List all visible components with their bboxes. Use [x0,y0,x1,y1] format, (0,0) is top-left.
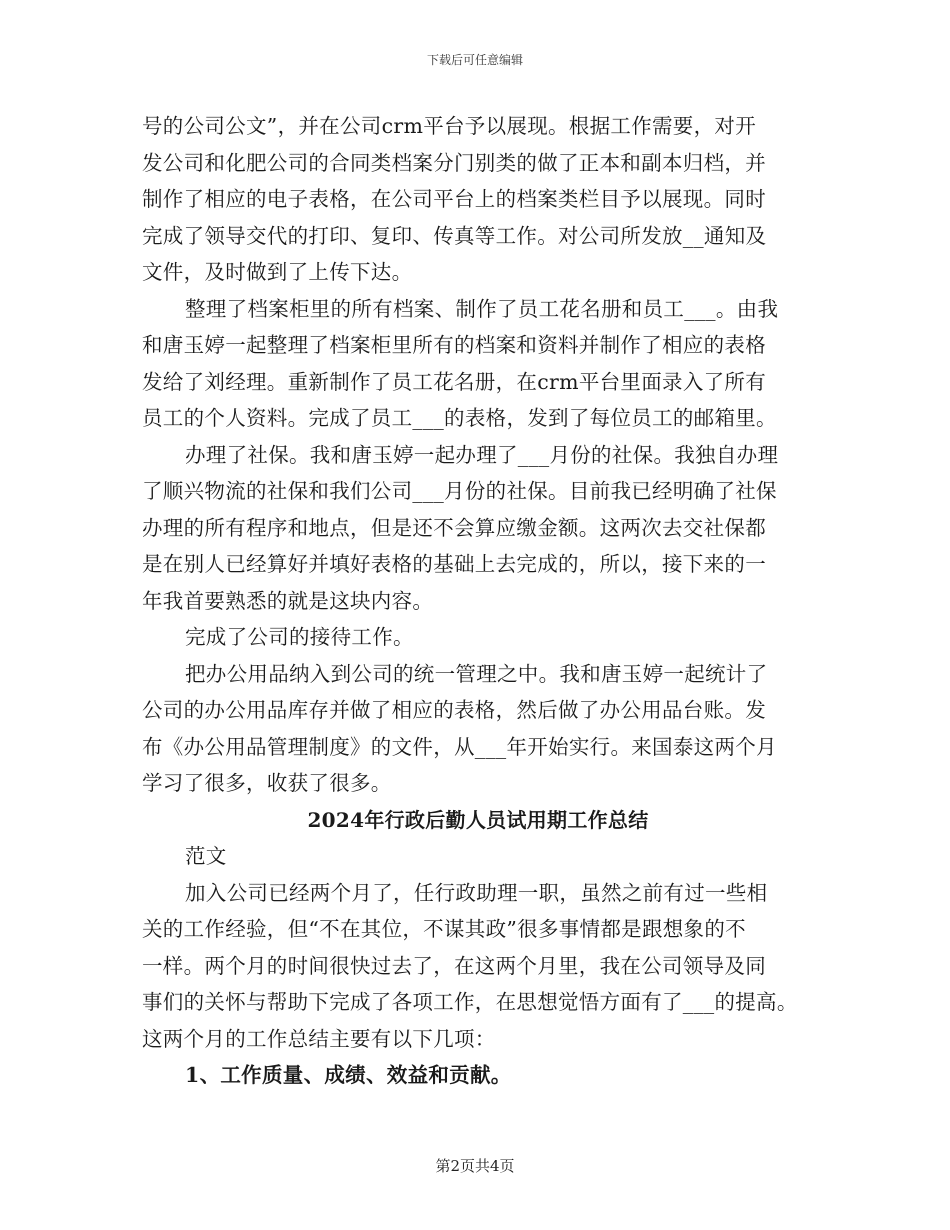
paragraph-line: 完成了领导交代的打印、复印、传真等工作。对公司所发放__通知及 [142,223,767,248]
paragraph-line: 办理的所有程序和地点，但是还不会算应缴金额。这两次去交社保都 [142,515,766,540]
paragraph-line: 一样。两个月的时间很快过去了，在这两个月里，我在公司领导及同 [142,953,766,978]
paragraph-line: 公司的办公用品库存并做了相应的表格，然后做了办公用品台账。发 [142,698,766,722]
paragraph-line: 制作了相应的电子表格，在公司平台上的档案类栏目予以展现。同时 [142,187,766,211]
document-body [142,108,814,1094]
paragraph-line: 发给了刘经理。重新制作了员工花名册，在crm平台里面录入了所有 [142,369,767,394]
paragraph-line: 员工的个人资料。完成了员工___的表格，发到了每位员工的邮箱里。 [142,406,777,430]
page-number: 第2页共4页 [435,1157,515,1175]
paragraph-line: 和唐玉婷一起整理了档案柜里所有的档案和资料并制作了相应的表格 [142,333,766,357]
paragraph-line: 了顺兴物流的社保和我们公司___月份的社保。目前我已经明确了社保 [142,479,777,503]
section-title: 2024年行政后勤人员试用期工作总结 [307,807,649,832]
paragraph-line: 发公司和化肥公司的合同类档案分门别类的做了正本和副本归档，并 [142,150,766,175]
paragraph-line: 这两个月的工作总结主要有以下几项： [142,1026,496,1051]
paragraph-line: 把办公用品纳入到公司的统一管理之中。我和唐玉婷一起统计了 [185,661,768,686]
paragraph-line: 整理了档案柜里的所有档案、制作了员工花名册和员工___。由我 [185,296,779,321]
paragraph-line: 文件，及时做到了上传下达。 [142,260,413,284]
paragraph-line: 加入公司已经两个月了，任行政助理一职，虽然之前有过一些相 [185,880,768,905]
paragraph-line: 完成了公司的接待工作。 [185,625,414,649]
paragraph-line: 事们的关怀与帮助下完成了各项工作，在思想觉悟方面有了___的提高。 [142,990,798,1014]
page-header: 下载后可任意编辑 [426,53,523,67]
paragraph-line: 号的公司公文”，并在公司crm平台予以展现。根据工作需要，对开 [142,114,756,138]
paragraph-line: 年我首要熟悉的就是这块内容。 [142,588,434,613]
paragraph-line: 办理了社保。我和唐玉婷一起办理了___月份的社保。我独自办理 [185,442,779,467]
paragraph-line: 是在别人已经算好并填好表格的基础上去完成的，所以，接下来的一 [142,552,766,576]
paragraph-line: 布《办公用品管理制度》的文件，从___年开始实行。来国泰这两个月 [142,734,777,759]
paragraph-line: 范文 [185,844,227,868]
paragraph-line: 关的工作经验，但“不在其位，不谋其政”很多事情都是跟想象的不 [142,917,746,941]
subheading: 1、工作质量、成绩、效益和贡献。 [185,1063,512,1087]
paragraph-line: 学习了很多，收获了很多。 [142,771,392,795]
